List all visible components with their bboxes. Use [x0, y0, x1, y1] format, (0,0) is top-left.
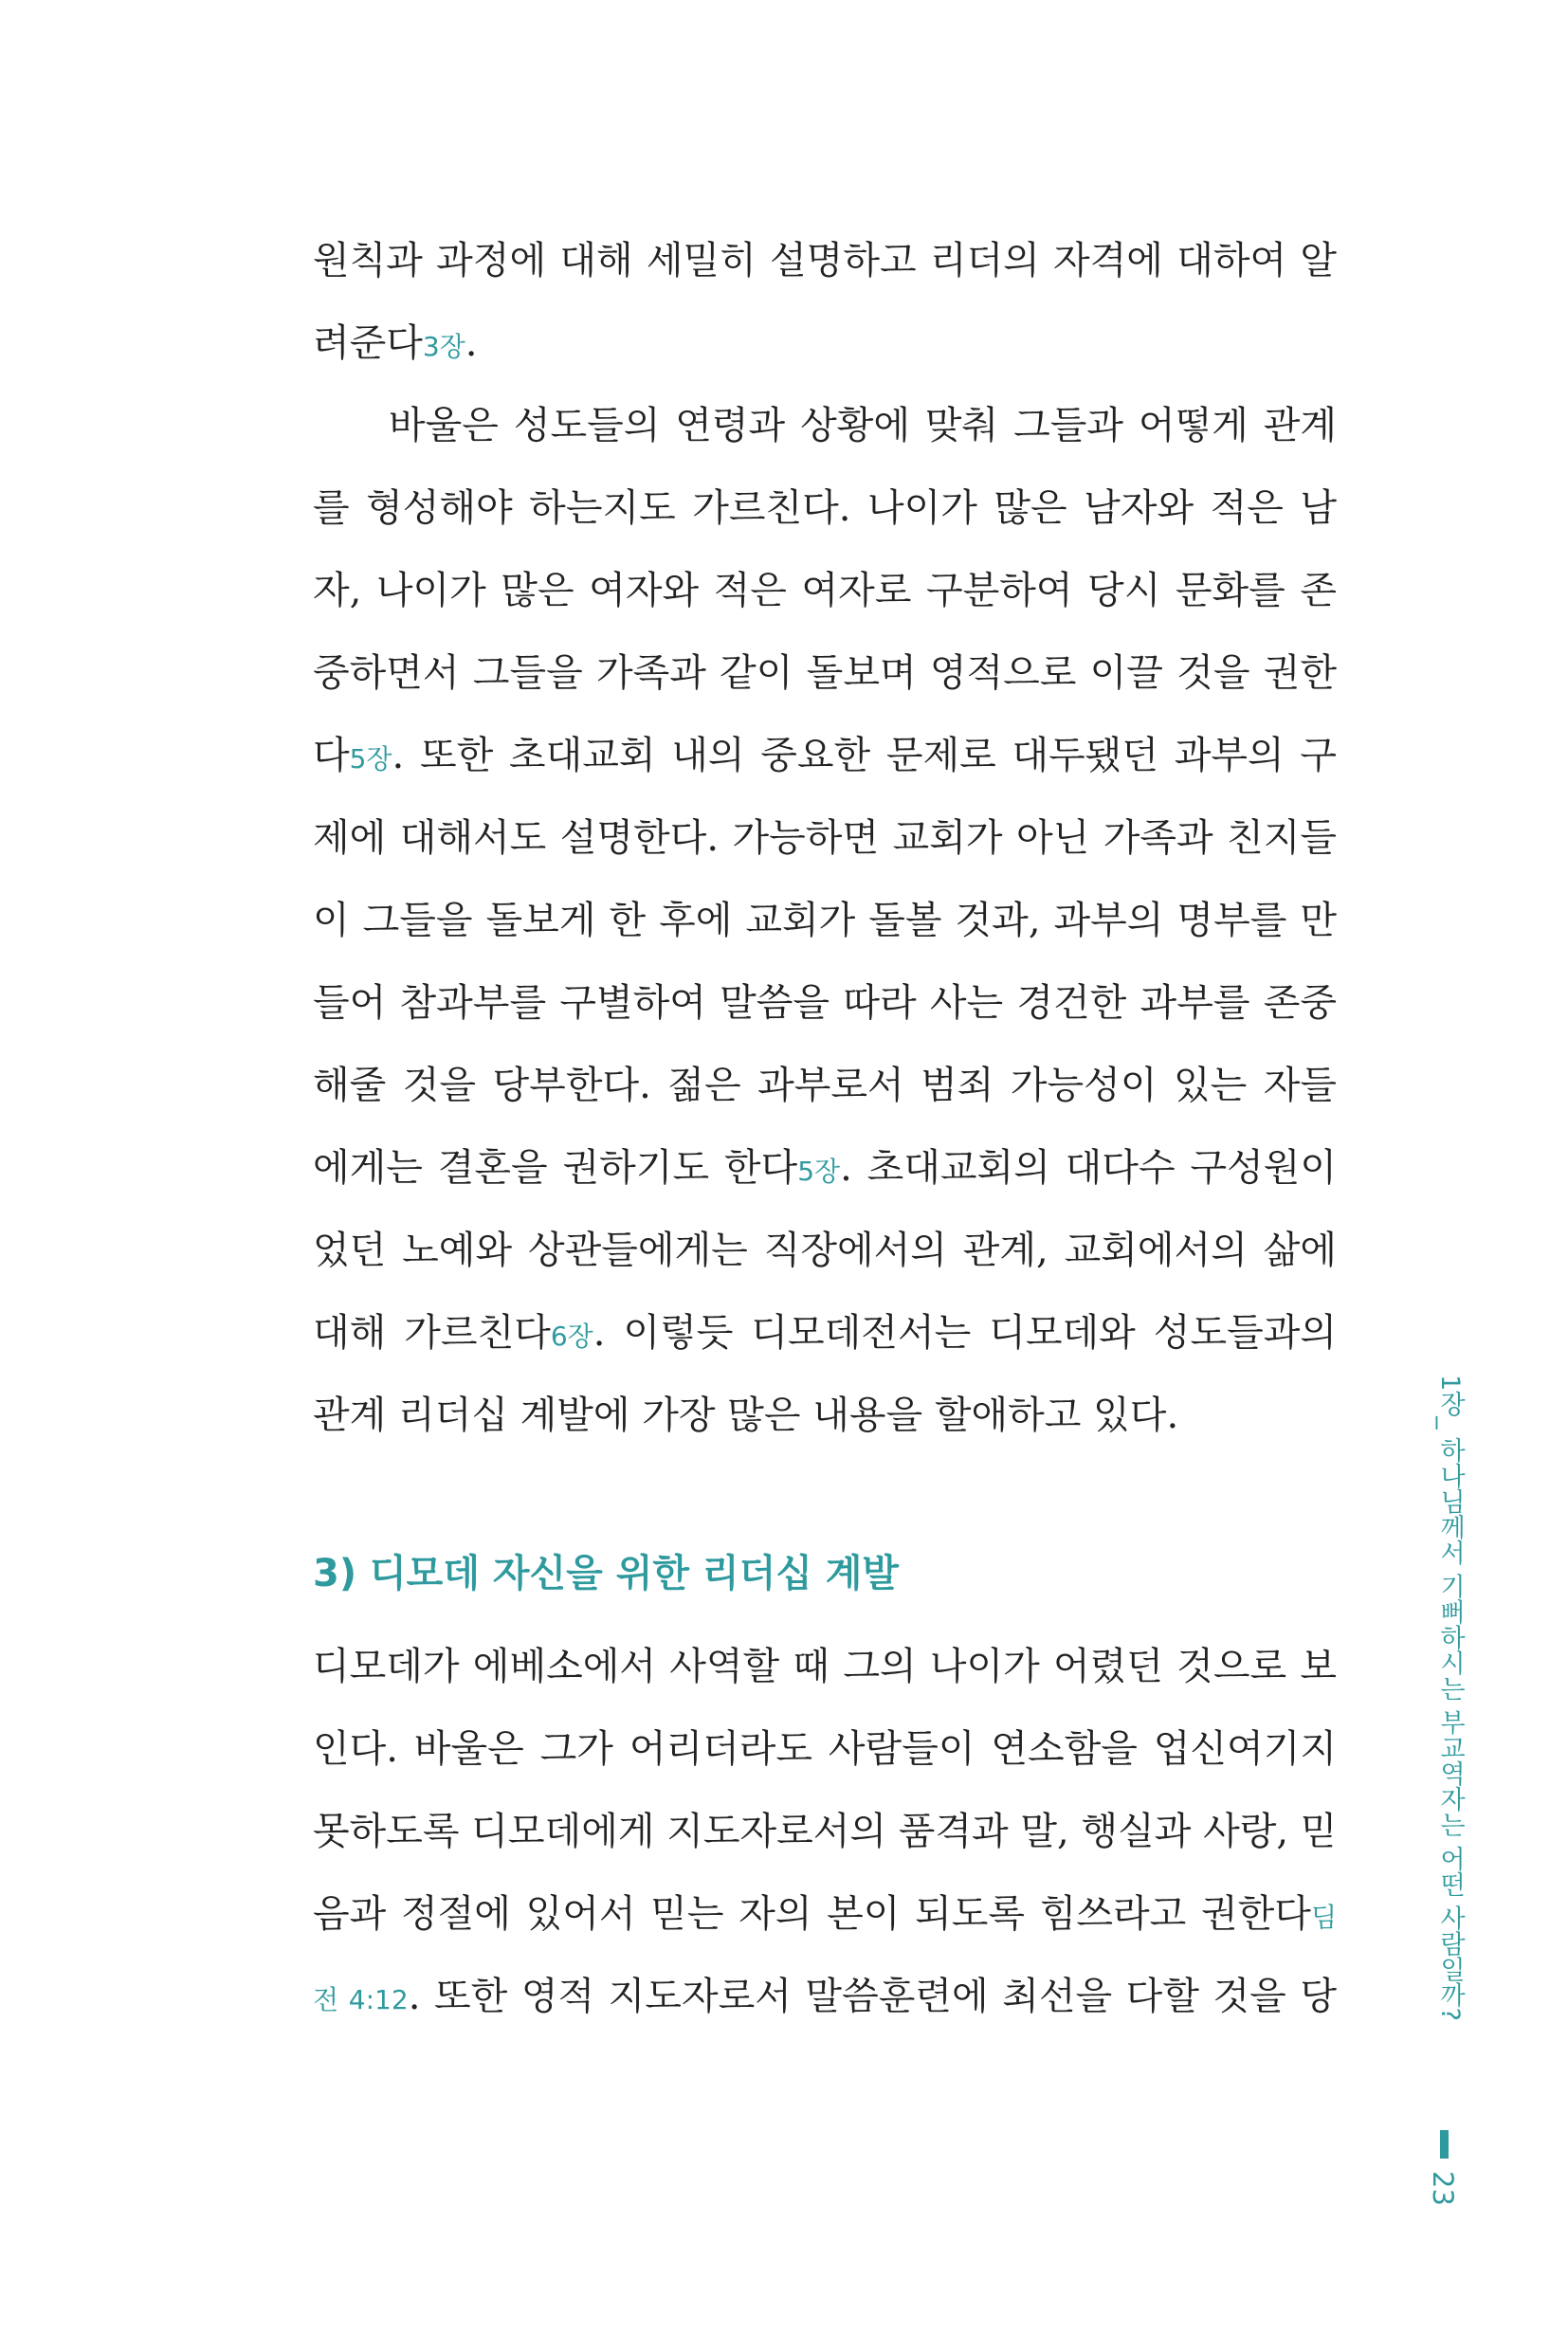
text-line: 다5장. 또한 초대교회 내의 중요한 문제로 대두됐던 과부의 구	[313, 734, 1337, 777]
text-line: 이 그들을 돌보게 한 후에 교회가 돌볼 것과, 과부의 명부를 만	[313, 899, 1337, 942]
section-heading: 3) 디모데 자신을 위한 리더십 계발	[313, 1552, 900, 1595]
text-line: 바울은 성도들의 연령과 상황에 맞춰 그들과 어떻게 관계	[389, 404, 1337, 447]
text-line: 자, 나이가 많은 여자와 적은 여자로 구분하여 당시 문화를 존	[313, 569, 1337, 612]
page-number: 23	[1427, 2171, 1459, 2206]
running-header: 1장_ 하나님께서 기뻐하시는 부교역자는 어떤 사람일까?	[1435, 1375, 1465, 2021]
chapter-reference: 6장	[550, 1321, 593, 1352]
text-line: 들어 참과부를 구별하여 말씀을 따라 사는 경건한 과부를 존중	[313, 981, 1337, 1025]
text-line: 대해 가르친다6장. 이렇듯 디모데전서는 디모데와 성도들과의	[313, 1311, 1338, 1355]
text-line: 중하면서 그들을 가족과 같이 돌보며 영적으로 이끌 것을 권한	[313, 651, 1337, 695]
text-line: 관계 리더십 계발에 가장 많은 내용을 할애하고 있다.	[313, 1394, 1179, 1437]
text-line: 디모데가 에베소에서 사역할 때 그의 나이가 어렸던 것으로 보	[313, 1645, 1337, 1688]
chapter-reference: 5장	[797, 1156, 841, 1187]
chapter-reference: 5장	[349, 743, 392, 775]
text-line: 었던 노예와 상관들에게는 직장에서의 관계, 교회에서의 삶에	[313, 1229, 1337, 1272]
body-text-bottom	[313, 1626, 1337, 2038]
body-text-top	[313, 220, 1337, 1457]
text-line: 를 형성해야 하는지도 가르친다. 나이가 많은 남자와 적은 남	[313, 486, 1337, 530]
text-line: 원칙과 과정에 대해 세밀히 설명하고 리더의 자격에 대하여 알	[313, 239, 1337, 282]
text-line: 인다. 바울은 그가 어리더라도 사람들이 연소함을 업신여기지	[313, 1727, 1337, 1771]
text-line: 해줄 것을 당부한다. 젊은 과부로서 범죄 가능성이 있는 자들	[313, 1064, 1337, 1107]
text-line: 음과 정절에 있어서 믿는 자의 본이 되도록 힘쓰라고 권한다딤	[313, 1892, 1337, 1936]
chapter-reference: 3장	[422, 331, 465, 362]
scripture-reference: 전 4:12	[313, 1984, 409, 2015]
scripture-reference: 딤	[1310, 1902, 1337, 1933]
text-line: 못하도록 디모데에게 지도자로서의 품격과 말, 행실과 사랑, 믿	[313, 1810, 1338, 1853]
text-line: 려준다3장.	[313, 321, 478, 365]
page-marker	[1440, 2130, 1449, 2159]
text-line: 제에 대해서도 설명한다. 가능하면 교회가 아닌 가족과 친지들	[313, 816, 1337, 860]
text-line: 에게는 결혼을 권하기도 한다5장. 초대교회의 대다수 구성원이	[313, 1146, 1337, 1190]
text-line: 전 4:12. 또한 영적 지도자로서 말씀훈련에 최선을 다할 것을 당	[313, 1975, 1338, 2018]
